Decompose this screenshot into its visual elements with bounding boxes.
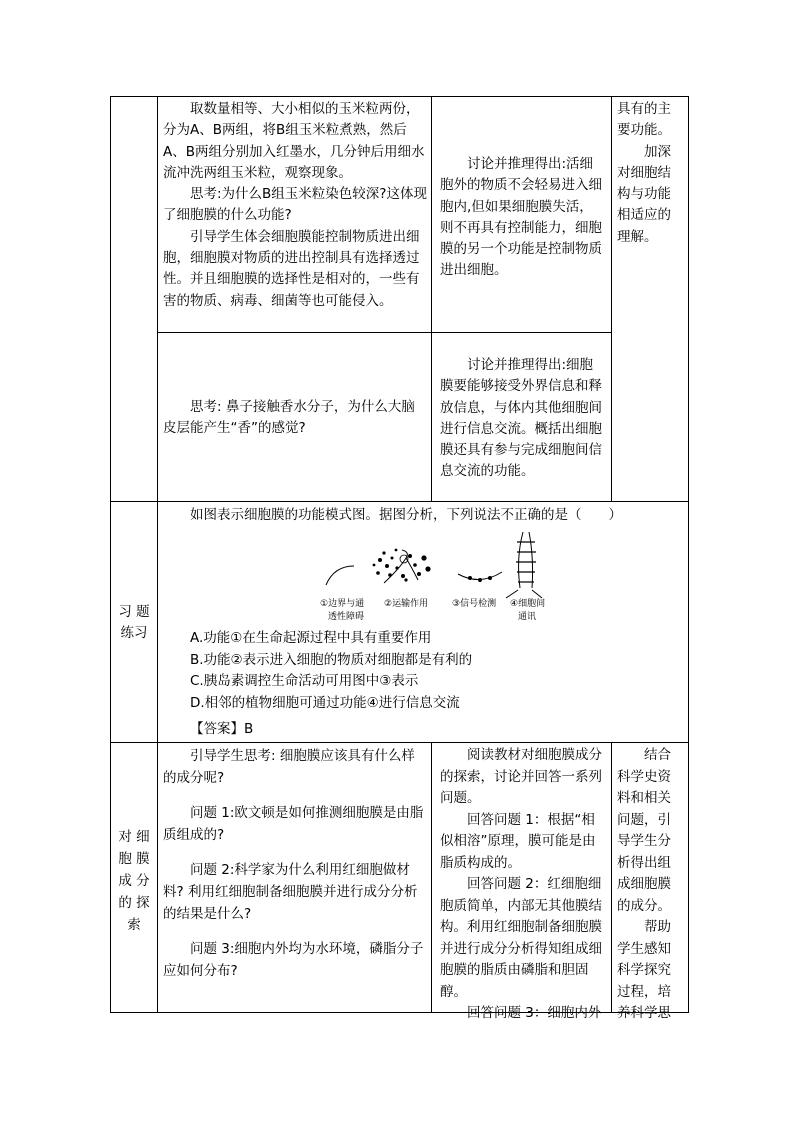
paragraph: 具有的主要功能。 bbox=[617, 101, 671, 139]
label-line: 成 分 bbox=[118, 873, 150, 889]
paragraph: 思考: 鼻子接触香水分子，为什么大脑皮层能产生“香”的感觉? bbox=[163, 399, 415, 437]
label-line: 练习 bbox=[120, 625, 148, 641]
label-line: 胞 膜 bbox=[118, 851, 150, 867]
transport-membrane-curve bbox=[384, 550, 418, 583]
figure-label-4: ④细胞间 bbox=[510, 599, 546, 609]
paragraph: 引导学生体会细胞膜能控制物质进出细胞，细胞膜对物质的进出控制具有选择透过性。并且细胞膜的选择性是相对的，一些有害的物质、病毒、细菌等也可能侵入。 bbox=[163, 228, 420, 309]
teacher-activity-cell bbox=[163, 99, 427, 312]
figure-label-1: ①边界与通 bbox=[320, 599, 365, 609]
paragraph: 问题 2:科学家为什么利用红细胞做材料? 利用红细胞制备细胞膜并进行成分分析的结果是什么? bbox=[163, 862, 418, 922]
design-intent-cell bbox=[617, 745, 683, 1025]
label-line: 索 bbox=[127, 917, 141, 933]
exercise-question bbox=[190, 505, 670, 526]
paragraph: 结合科学史资料和相关问题，引导学生分析得出组成细胞膜的成分。 bbox=[617, 747, 671, 914]
col-divider bbox=[431, 742, 432, 1013]
teacher-activity-cell bbox=[163, 397, 427, 440]
student-activity-cell bbox=[440, 154, 606, 282]
table-border-left bbox=[110, 96, 111, 1013]
figure-label-3: ③信号检测 bbox=[452, 599, 497, 609]
label-line: 对 细 bbox=[118, 829, 150, 845]
table-border-top bbox=[110, 96, 689, 97]
table-border-right bbox=[688, 96, 689, 1013]
paragraph: 讨论并推理得出:活细胞外的物质不会轻易进入细胞内,但如果细胞膜失活，则不再具有控制能力，细胞膜的另一个功能是控制物质进出细胞。 bbox=[440, 156, 602, 279]
communication-membrane-left bbox=[519, 532, 523, 588]
figure-label-1b: 透性障碍 bbox=[328, 612, 365, 622]
paragraph: 取数量相等、大小相似的玉米粒两份，分为A、B两组，将B组玉米粒煮熟，然后 A、B两组分别加入红墨水，几分钟后用细水流冲洗两组玉米粒，观察现象。 bbox=[163, 101, 425, 181]
option-b: B.功能②表示进入细胞的物质对细胞都是有利的 bbox=[190, 651, 473, 668]
figure-label-2: ②运输作用 bbox=[384, 599, 429, 609]
figure-label-4b: 通讯 bbox=[518, 612, 537, 622]
col-divider bbox=[611, 742, 612, 1013]
row-divider bbox=[110, 501, 689, 502]
design-intent-cell bbox=[617, 99, 683, 248]
answer-options bbox=[190, 628, 472, 714]
paragraph: 问题 1:欧文顿是如何推测细胞膜是由脂质组成的? bbox=[163, 805, 424, 843]
paragraph: 思考:为什么B组玉米粒染色较深?这体现了细胞膜的什么功能? bbox=[163, 186, 427, 224]
paragraph: 问题 3:细胞内外均为水环境，磷脂分子应如何分布? bbox=[163, 941, 424, 979]
paragraph: 加深对细胞结构与功能相适应的理解。 bbox=[617, 143, 671, 245]
paragraph: 回答问题 3：细胞内外 bbox=[467, 1005, 602, 1021]
student-activity-cell bbox=[440, 745, 606, 1025]
section-label-exercise bbox=[112, 602, 156, 644]
paragraph: 帮助学生感知科学探究过程，培养科学思 bbox=[617, 919, 671, 1021]
receptor-markers bbox=[468, 576, 492, 582]
label-line: 的 探 bbox=[118, 895, 150, 911]
teacher-activity-cell bbox=[163, 745, 427, 982]
label-line: 习 题 bbox=[118, 604, 150, 620]
option-d: D.相邻的植物细胞可通过功能④进行信息交流 bbox=[190, 694, 460, 711]
section-label-membrane-composition bbox=[114, 826, 154, 936]
cell-membrane-function-figure bbox=[320, 528, 575, 624]
option-a: A.功能①在生命起源过程中具有重要作用 bbox=[190, 630, 432, 646]
paragraph: 回答问题 1：根据“相似相溶”原理，膜可能是由脂质构成的。 bbox=[440, 811, 596, 871]
paragraph: 引导学生思考: 细胞膜应该具有什么样的成分呢? bbox=[163, 748, 415, 786]
paragraph: 回答问题 2：红细胞细胞质简单，内部无其他膜结构。利用红细胞制备细胞膜并进行成分分析得知组成细胞膜的脂质由磷脂和胆固醇。 bbox=[440, 876, 602, 1000]
col-divider bbox=[157, 96, 158, 1013]
paragraph: 讨论并推理得出:细胞膜要能够接受外界信息和释放信息，与体内其他细胞间进行信息交流。概括出细胞膜还具有参与完成细胞间信息交流的功能。 bbox=[440, 357, 602, 480]
question-text: 如图表示细胞膜的功能模式图。据图分析，下列说法不正确的是（ ） bbox=[190, 507, 622, 523]
communication-membrane-right bbox=[529, 532, 533, 588]
col-divider bbox=[611, 96, 612, 502]
col-divider bbox=[431, 96, 432, 502]
paragraph: 阅读教材对细胞膜成分的探索，讨论并回答一系列问题。 bbox=[440, 747, 602, 806]
row-divider bbox=[157, 332, 612, 333]
student-activity-cell bbox=[440, 355, 606, 483]
answer-key: 【答案】B bbox=[190, 721, 254, 737]
option-c: C.胰岛素调控生命活动可用图中③表示 bbox=[190, 673, 419, 689]
row-divider bbox=[110, 742, 689, 743]
boundary-membrane-arc bbox=[326, 566, 354, 585]
